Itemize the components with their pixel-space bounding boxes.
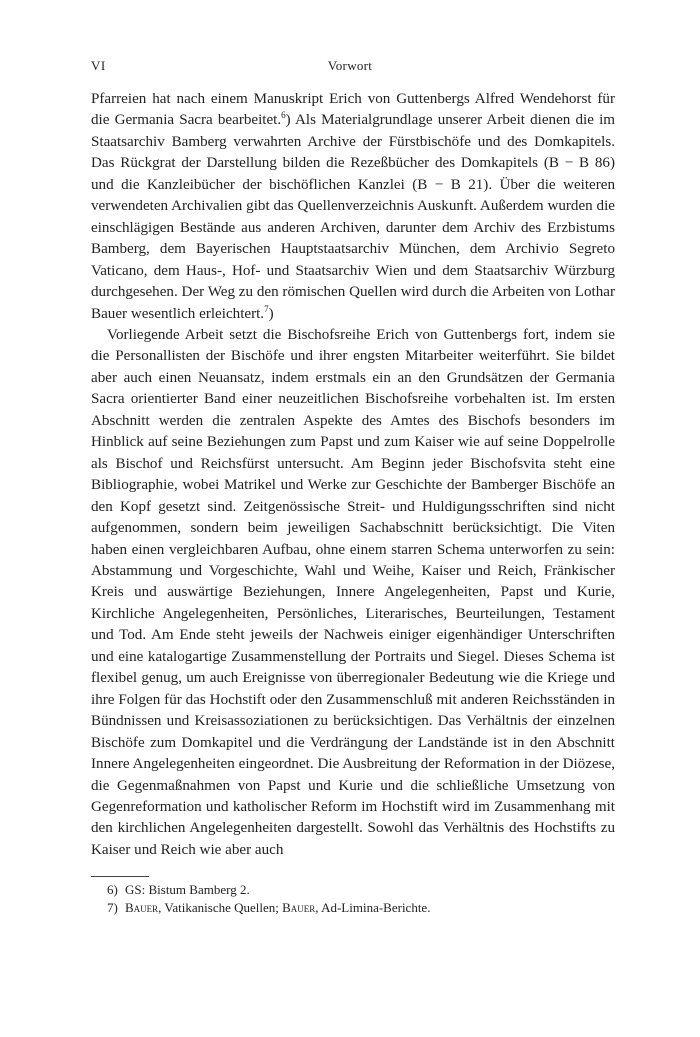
footnotes	[107, 881, 617, 917]
paragraph-1-text-a: Pfarreien hat nach einem Manuskript Erich von Guttenbergs Alfred Wendehorst für die Germania Sacra bearbeitet.	[91, 91, 615, 129]
body-text	[91, 89, 615, 861]
footnote-mark: 6)	[107, 882, 118, 897]
page-number: VI	[91, 58, 106, 73]
paragraph-1	[91, 89, 615, 325]
footnote-mark: 7)	[107, 900, 118, 915]
footnote-text: , Ad-Limina-Berichte.	[315, 900, 431, 915]
paragraph-1-text-b: ) Als Materialgrundlage unserer Arbeit dienen die im Staatsarchiv Bamberg verwahrten Archive der Fürstbischöfe und des Domkapitels. Das Rückgrat der Darstellung bilden die Rezeßbücher des Domkapitels (B − B 86) und die Kanzleibücher der bischöflichen Kanzlei (B − B 21). Über die weiteren verwendeten Archivalien gibt das Quellenverzeichnis Auskunft. Außerdem wurden die einschlägigen Bestände aus anderen Archiven, darunter dem Archiv des Erzbistums Bamberg, dem Bayerischen Hauptstaatsarchiv München, dem Archivio Segreto Vaticano, dem Haus-, Hof- und Staatsarchiv Wien und dem Staatsarchiv Würzburg durchgesehen. Der Weg zu den römischen Quellen wird durch die Arbeiten von Lothar Bauer wesentlich erleichtert.	[91, 112, 615, 322]
footnote-rule	[91, 876, 149, 877]
footnote-ref-7: 7	[264, 303, 269, 314]
footnote-author: Bauer	[282, 900, 316, 915]
footnote-6	[107, 881, 617, 899]
footnote-ref-6: 6	[281, 110, 286, 121]
footnote-7	[107, 899, 617, 917]
paragraph-2: Vorliegende Arbeit setzt die Bischofsreihe Erich von Guttenbergs fort, indem sie die Personallisten der Bischöfe und ihrer engsten Mitarbeiter weiterführt. Sie bildet aber auch einen Neuansatz, indem erstmals ein an den Grundsätzen der Germania Sacra orientierter Band einer neuzeitlichen Bischofsreihe vorbehalten ist. Im ersten Abschnitt werden die zentralen Aspekte des Amtes des Bischofs besonders im Hinblick auf seine Beziehungen zum Papst und zum Kaiser wie auf seine Doppelrolle als Bischof und Reichsfürst untersucht. Am Beginn jeder Bischofsvita steht eine Bibliographie, wobei Matrikel und Werke zur Geschichte der Bamberger Bischöfe an den Kopf gesetzt sind. Zeitgenössische Streit- und Huldigungsschriften sind nicht aufgenommen, sondern beim jeweiligen Sachabschnitt berücksichtigt. Die Viten haben einen vergleichbaren Aufbau, ohne einem starren Schema unterworfen zu sein: Abstammung und Vorgeschichte, Wahl und Weihe, Kaiser und Reich, Fränkischer Kreis und auswärtige Beziehungen, Innere Angelegenheiten, Papst und Kurie, Kirchliche Angelegenheiten, Persönliches, Literarisches, Beurteilungen, Testament und Tod. Am Ende steht jeweils der Nachweis einiger eigenhändiger Unterschriften und eine katalogartige Zusammenstellung der Portraits und Siegel. Dieses Schema ist flexibel genug, um auch Ereignisse von überregionaler Bedeutung wie die Kriege und ihre Folgen für das Hochstift oder den Zusammenschluß mit anderen Reichsständen in Bündnissen und Kreisassoziationen zu berücksichtigen. Das Verhältnis der einzelnen Bischöfe zum Domkapitel und die Verdrängung der Landstände ist in den Abschnitt Innere Angelegenheiten eingeordnet. Die Ausbreitung der Reformation in der Diözese, die Gegenmaßnahmen von Papst und Kurie und die schließliche Umsetzung von Gegenreformation und katholischer Reform im Hochstift wird im Zusammenhang mit den kirchlichen Angelegenheiten dargestellt. Sowohl das Verhältnis des Hochstifts zu Kaiser und Reich wie aber auch	[91, 326, 615, 858]
footnote-text: GS: Bistum Bamberg 2.	[125, 882, 250, 897]
footnote-author: Bauer	[125, 900, 159, 915]
running-title: Vorwort	[327, 58, 373, 73]
footnote-text: , Vatikanische Quellen;	[158, 900, 283, 915]
paragraph-1-text-c: )	[268, 305, 274, 322]
